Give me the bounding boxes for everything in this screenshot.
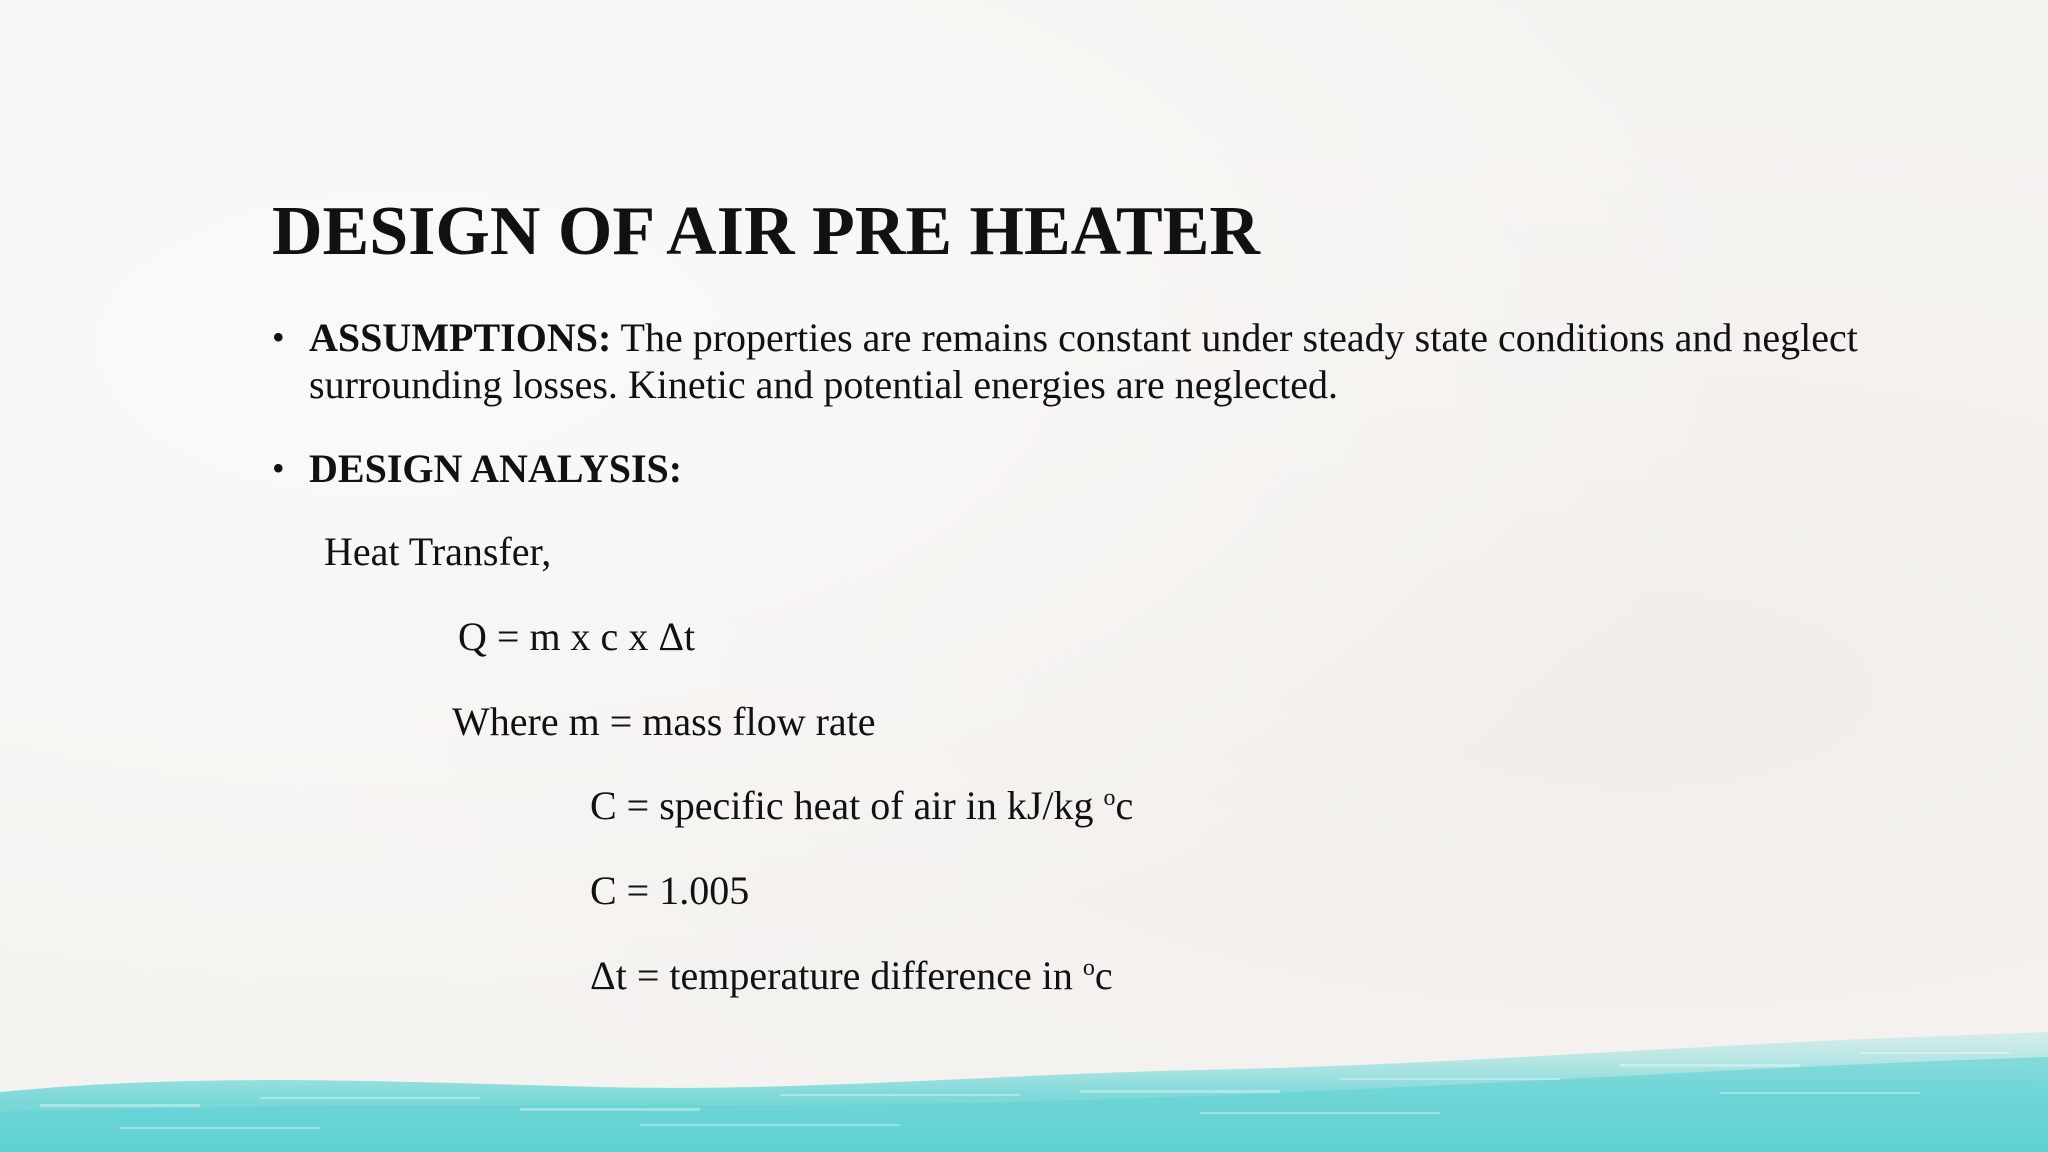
temperature-difference-definition [590,952,1113,999]
where-mass-flow: Where m = mass flow rate [452,699,876,744]
temperature-difference-text: Δt = temperature difference in [590,953,1083,998]
specific-heat-definition [590,782,1133,829]
bullet-text [309,445,1869,492]
watercolor-paint-band [0,1012,2048,1152]
degree-superscript: o [1082,955,1095,981]
degree-superscript: o [1103,785,1116,811]
slide-title: DESIGN OF AIR PRE HEATER [272,193,1260,270]
heat-transfer-label: Heat Transfer, [324,529,552,574]
bullet-label: ASSUMPTIONS: [309,315,612,360]
unit-tail: c [1115,783,1134,828]
specific-heat-value: C = 1.005 [590,868,750,913]
bullet-marker: • [272,448,285,488]
bullet-marker: • [272,317,285,357]
unit-tail: c [1094,953,1113,998]
bullet-label: DESIGN ANALYSIS: [309,446,683,491]
bullet-body: The properties are remains constant under steady state conditions and neglect surrounding losses. Kinetic and potential energies are neglected. [309,315,1858,407]
specific-heat-text: C = specific heat of air in kJ/kg [590,783,1104,828]
heat-equation: Q = m x c x Δt [458,614,696,659]
bullet-text [309,314,1869,408]
